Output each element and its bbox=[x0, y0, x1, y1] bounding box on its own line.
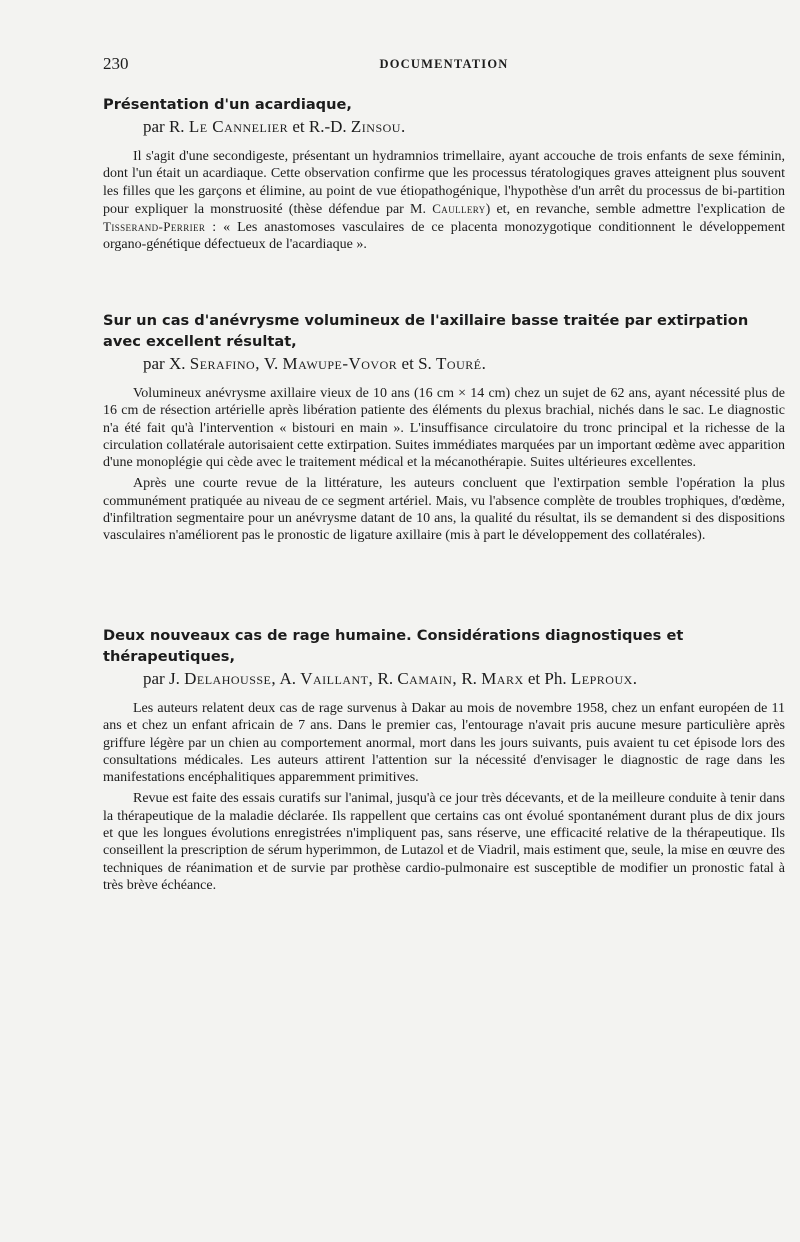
article-body bbox=[103, 148, 785, 254]
article-authors: par R. Le Cannelier et R.-D. Zinsou. bbox=[143, 117, 406, 136]
article-title: Sur un cas d'anévrysme volumineux de l'axillaire basse traitée par extirpation avec excellent résultat, bbox=[103, 312, 749, 350]
paragraph: Après une courte revue de la littérature, les auteurs concluent que l'extirpation semble l'opération la plus communément pratiquée au niveau de ce segment artériel. Mais, vu l'absence complète de troubles trophiques, d'œdème, d'infiltration segmentaire pour un anévrysme datant de 10 ans, la qualité du résultat, ils se demandent si des dispositions vasculaires n'améliorent pas le pronostic de ligature axillaire (mis à part le développement des collatérales). bbox=[103, 476, 785, 544]
author-name: Camain, bbox=[397, 669, 458, 688]
article-body bbox=[103, 700, 785, 894]
author-name: Marx bbox=[481, 669, 524, 688]
author-name: Touré. bbox=[436, 354, 487, 373]
paragraph: Volumineux anévrysme axillaire vieux de 10 ans (16 cm × 14 cm) chez un sujet de 62 ans, ayant nécessité plus de 16 cm de résection artérielle après libération patiente des éléments du plexus brachial, nichés dans le sac. Le diagnostic n'a été fait qu'à l'intervention « bistouri en main ». L'insuffisance circulatoire du tronc principal et la richesse de la circulation collatérale autorisaient cette extirpation. Suites immédiates marquées par un important œdème avec apparition d'une monoplégie qui cède avec le traitement médical et la mécanothérapie. Suites ultérieures excellentes. bbox=[103, 386, 785, 471]
paragraph: Revue est faite des essais curatifs sur l'animal, jusqu'à ce jour très décevants, et de la meilleure conduite à tenir dans la thérapeutique de la maladie déclarée. Ils rappellent que certains cas ont évolué spontanément durant plus de dix jours et que les longues évolutions enregistrées n'impliquent pas, sans réserve, une efficacité relative de la thérapeutique. Ils conseillent la prescription de sérum hyperimmon, de Lutazol et de Viadril, mais estiment que, seule, la mise en œuvre des techniques de réanimation et de survie par prothèse cardio-pulmonaire est susceptible de modifier un pronostic fatal à très brève échéance. bbox=[103, 791, 785, 893]
article-title: Présentation d'un acardiaque, bbox=[103, 96, 352, 113]
running-title: DOCUMENTATION bbox=[379, 57, 509, 71]
cited-name: Caullery bbox=[432, 200, 486, 216]
author-name: Delahousse, bbox=[184, 669, 277, 688]
author-name: Le Cannelier bbox=[188, 117, 289, 136]
article-acardiaque bbox=[103, 94, 785, 258]
article-authors: par J. Delahousse, A. Vaillant, R. Camain, R. Marx et Ph. Leproux. bbox=[143, 669, 638, 688]
article-anevrysme bbox=[103, 310, 785, 549]
cited-name: Tisserand-Perrier bbox=[103, 219, 206, 235]
article-rage bbox=[103, 625, 785, 898]
page-number: 230 bbox=[103, 54, 129, 73]
article-title: Deux nouveaux cas de rage humaine. Considérations diagnostiques et thérapeutiques, bbox=[103, 627, 684, 665]
author-name: Leproux. bbox=[570, 669, 638, 688]
running-head bbox=[103, 54, 785, 74]
author-name: Vaillant, bbox=[300, 669, 374, 688]
paragraph: Les auteurs relatent deux cas de rage survenus à Dakar au mois de novembre 1958, chez un enfant européen de 11 ans et chez un enfant africain de 7 ans. Dans le premier cas, l'entourage n'avait pris aucune mesure particulière après griffure légère par un chien au comportement anormal, mort dans les jours suivants, puis avaient tu cet épisode lors des consultations médicales. Les auteurs attirent l'attention sur la nécessité d'envisager le diagnostic de rage dans les manifestations encéphalitiques apparemment primitives. bbox=[103, 701, 785, 786]
article-body bbox=[103, 385, 785, 545]
author-name: Serafino, bbox=[189, 354, 260, 373]
article-authors: par X. Serafino, V. Mawupe-Vovor et S. Touré. bbox=[143, 354, 487, 373]
author-name: Zinsou. bbox=[350, 117, 406, 136]
paragraph: Il s'agit d'une secondigeste, présentant un hydramnios trimellaire, ayant accouche de trois enfants de sexe féminin, dont l'un était un acardiaque. Cette observation confirme que les processus tératologiques graves atteignent plus souvent les filles que les garçons et élimine, au point de vue étiopathogénique, l'hypothèse d'un arrêt du processus de bi-partition pour expliquer la monstruosité (thèse défendue par M. Caullery) et, en revanche, semble admettre l'explication de Tisserand-Perrier : « Les anastomoses vasculaires de ce placenta monozygotique conditionnent le développement organo-génétique défectueux de l'acardiaque ». bbox=[103, 149, 786, 253]
author-name: Mawupe-Vovor bbox=[282, 354, 398, 373]
